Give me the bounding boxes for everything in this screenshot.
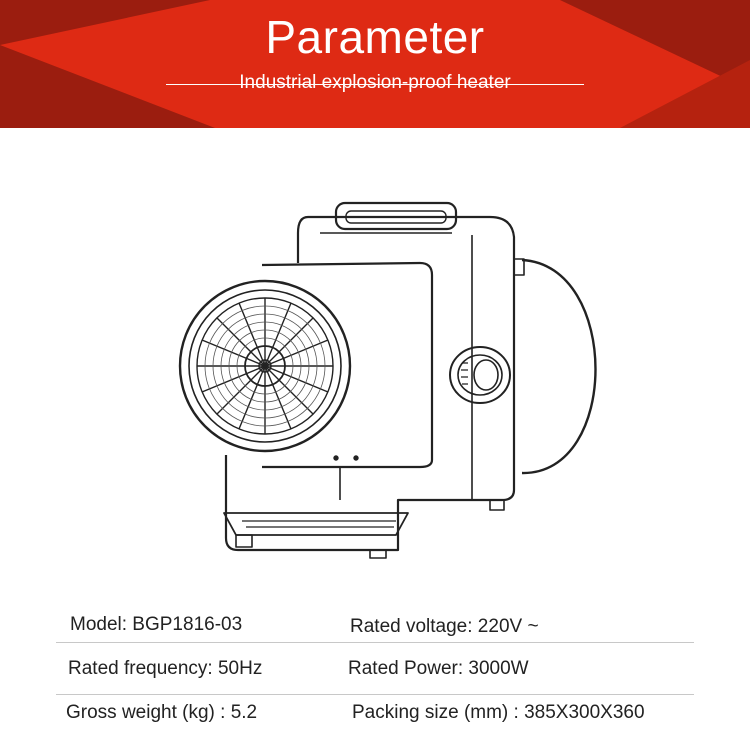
- spec-rated-power: Rated Power: 3000W: [348, 658, 529, 679]
- spec-model: Model: BGP1816-03: [70, 614, 243, 635]
- spec-rated-voltage: Rated voltage: 220V ~: [350, 616, 539, 637]
- page-subtitle: Industrial explosion-proof heater: [239, 72, 511, 93]
- spec-row: [0, 650, 750, 694]
- subtitle-block: [0, 72, 750, 98]
- heater-illustration: [150, 155, 640, 595]
- spec-gross-weight: Gross weight (kg) : 5.2: [66, 702, 258, 723]
- row-divider: [56, 642, 694, 643]
- spec-row: [0, 700, 750, 744]
- page-title: Parameter: [265, 11, 485, 63]
- row-divider: [56, 694, 694, 695]
- spec-rated-frequency: Rated frequency: 50Hz: [68, 658, 263, 679]
- spec-packing-size: Packing size (mm) : 385X300X360: [352, 702, 645, 723]
- header-banner: [0, 0, 750, 128]
